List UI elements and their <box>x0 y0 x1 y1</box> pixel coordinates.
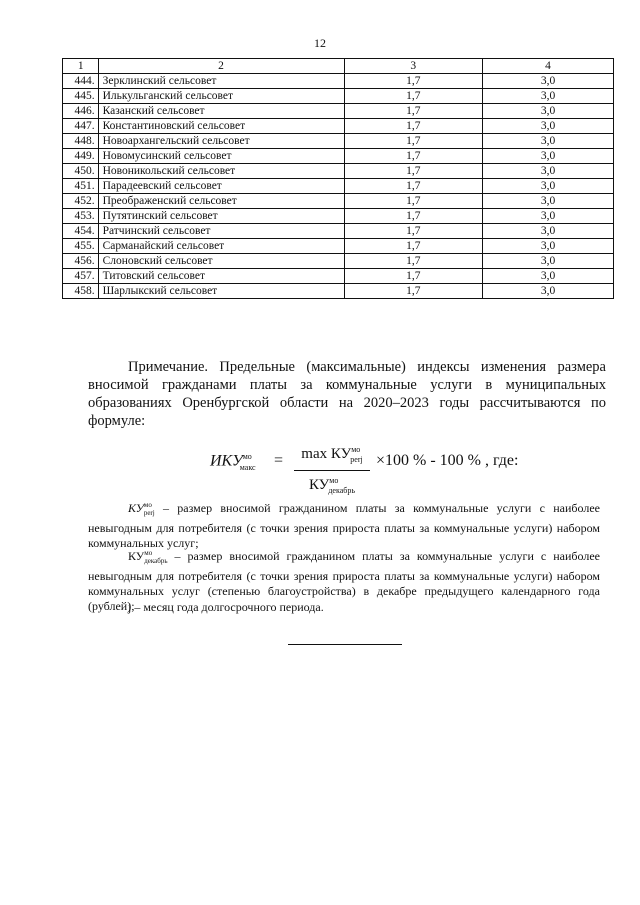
max-index-cell: 3,0 <box>483 179 614 194</box>
table-row <box>63 254 614 269</box>
municipality-name: Илькульганский сельсовет <box>98 89 344 104</box>
formula-fraction <box>292 440 372 501</box>
row-number: 453. <box>63 209 99 224</box>
min-index-cell: 1,7 <box>344 104 483 119</box>
min-index-cell: 1,7 <box>344 209 483 224</box>
min-index-cell: 1,7 <box>344 194 483 209</box>
table-row <box>63 239 614 254</box>
min-index-cell: 1,7 <box>344 134 483 149</box>
min-index-cell: 1,7 <box>344 164 483 179</box>
min-index-cell: 1,7 <box>344 239 483 254</box>
table-row <box>63 74 614 89</box>
municipality-name: Новоархангельский сельсовет <box>98 134 344 149</box>
municipality-name: Парадеевский сельсовет <box>98 179 344 194</box>
min-index-cell: 1,7 <box>344 254 483 269</box>
municipality-name: Путятинский сельсовет <box>98 209 344 224</box>
row-number: 450. <box>63 164 99 179</box>
table-row <box>63 164 614 179</box>
header-col-4: 4 <box>483 59 614 74</box>
municipality-name: Новоникольский сельсовет <box>98 164 344 179</box>
header-col-2: 2 <box>98 59 344 74</box>
definition-ku-december: $КУ^{мо}_{декабрь}$ – размер вносимой гражданином платы за коммунальные услуги с наиболее невыгодным для потребителя (с точки зрения прироста платы за коммунальные услуги) набором коммунальных услуг (степенью благоустройства) в декабре предыдущего календарного года (рублей); <box>88 549 600 614</box>
definition-j: j – месяц года долгосрочного периода. <box>128 600 324 614</box>
table-row <box>63 119 614 134</box>
municipality-name: Казанский сельсовет <box>98 104 344 119</box>
formula-denominator: $КУ^{мо}_{декабрь}$ <box>308 476 356 495</box>
row-number: 457. <box>63 269 99 284</box>
min-index-cell: 1,7 <box>344 74 483 89</box>
row-number: 456. <box>63 254 99 269</box>
max-index-cell: 3,0 <box>483 239 614 254</box>
municipality-name: Зерклинский сельсовет <box>98 74 344 89</box>
max-index-cell: 3,0 <box>483 284 614 299</box>
min-index-cell: 1,7 <box>344 89 483 104</box>
max-index-cell: 3,0 <box>483 254 614 269</box>
municipality-name: Константиновский сельсовет <box>98 119 344 134</box>
row-number: 455. <box>63 239 99 254</box>
row-number: 449. <box>63 149 99 164</box>
table-row <box>63 224 614 239</box>
row-number: 447. <box>63 119 99 134</box>
max-index-cell: 3,0 <box>483 164 614 179</box>
formula-lhs: $ИКУ^{мо}_{макс}$ <box>210 452 256 472</box>
min-index-cell: 1,7 <box>344 269 483 284</box>
table-row <box>63 134 614 149</box>
table-row <box>63 209 614 224</box>
max-index-cell: 3,0 <box>483 74 614 89</box>
row-number: 454. <box>63 224 99 239</box>
municipality-name: Новомусинский сельсовет <box>98 149 344 164</box>
header-col-1: 1 <box>63 59 99 74</box>
page-number: 12 <box>314 36 326 50</box>
definition-ku-perj: $КУ^{мо}_{perj}$ – размер вносимой гражданином платы за коммунальные услуги с наиболее невыгодным для потребителя (с точки зрения прироста платы за коммунальные услуги) набором коммунальных услуг; <box>88 501 600 551</box>
row-number: 458. <box>63 284 99 299</box>
min-index-cell: 1,7 <box>344 179 483 194</box>
max-index-cell: 3,0 <box>483 224 614 239</box>
note-paragraph: Примечание. Предельные (максимальные) индексы изменения размера вносимой гражданами платы за коммунальные услуги в муниципальных образованиях Оренбургской области на 2020–2023 годы рассчитываются по формуле: <box>88 359 606 429</box>
indices-table <box>62 58 614 299</box>
table-row <box>63 269 614 284</box>
max-index-cell: 3,0 <box>483 149 614 164</box>
max-index-cell: 3,0 <box>483 269 614 284</box>
municipality-name: Титовский сельсовет <box>98 269 344 284</box>
min-index-cell: 1,7 <box>344 119 483 134</box>
table-row <box>63 284 614 299</box>
table-row <box>63 194 614 209</box>
max-index-cell: 3,0 <box>483 89 614 104</box>
municipality-name: Преображенский сельсовет <box>98 194 344 209</box>
max-index-cell: 3,0 <box>483 104 614 119</box>
formula-numerator: $\max КУ^{мо}_{perj}$ <box>301 445 363 464</box>
municipality-name: Слоновский сельсовет <box>98 254 344 269</box>
municipality-name: Шарлыкский сельсовет <box>98 284 344 299</box>
table-row <box>63 89 614 104</box>
table-header-row <box>63 59 614 74</box>
max-index-cell: 3,0 <box>483 134 614 149</box>
formula <box>210 440 590 495</box>
min-index-cell: 1,7 <box>344 284 483 299</box>
row-number: 444. <box>63 74 99 89</box>
row-number: 452. <box>63 194 99 209</box>
min-index-cell: 1,7 <box>344 224 483 239</box>
max-index-cell: 3,0 <box>483 194 614 209</box>
end-rule <box>288 644 402 645</box>
row-number: 445. <box>63 89 99 104</box>
formula-tail: ×100 % - 100 % , где: <box>376 452 519 469</box>
row-number: 446. <box>63 104 99 119</box>
max-index-cell: 3,0 <box>483 209 614 224</box>
row-number: 451. <box>63 179 99 194</box>
table-row <box>63 179 614 194</box>
municipality-name: Ратчинский сельсовет <box>98 224 344 239</box>
municipality-name: Сарманайский сельсовет <box>98 239 344 254</box>
formula-equals: = <box>274 452 284 469</box>
row-number: 448. <box>63 134 99 149</box>
table-row <box>63 104 614 119</box>
max-index-cell: 3,0 <box>483 119 614 134</box>
table-row <box>63 149 614 164</box>
header-col-3: 3 <box>344 59 483 74</box>
min-index-cell: 1,7 <box>344 149 483 164</box>
